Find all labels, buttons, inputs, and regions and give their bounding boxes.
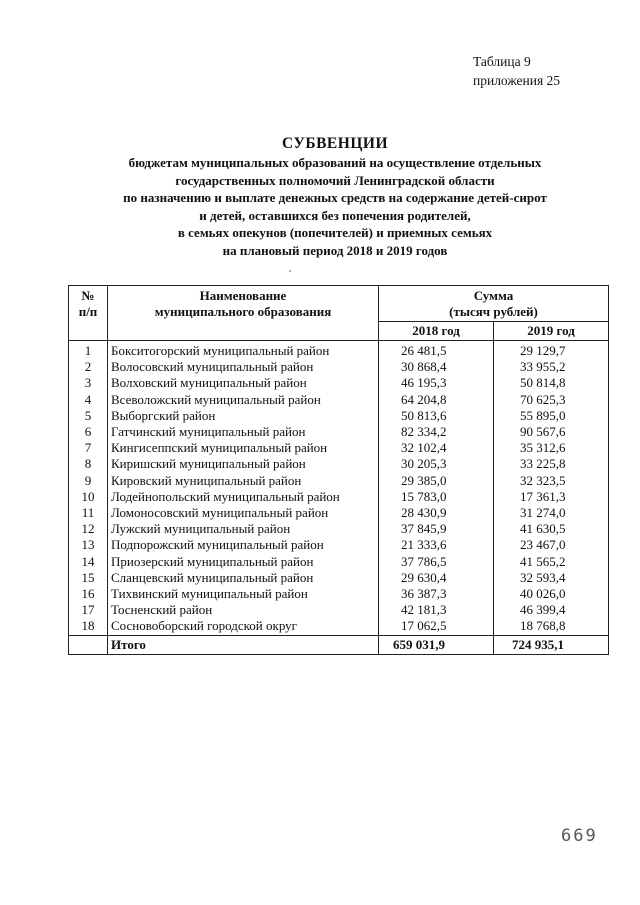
row-number: 11 bbox=[69, 505, 108, 521]
heading-line: и детей, оставшихся без попечения родителей, bbox=[199, 207, 471, 223]
row-value-2018: 64 204,8 bbox=[379, 392, 494, 408]
row-value-2019: 32 593,4 bbox=[494, 570, 609, 586]
row-number: 13 bbox=[69, 537, 108, 553]
row-value-2019: 40 026,0 bbox=[494, 586, 609, 602]
total-value-2018: 659 031,9 bbox=[379, 635, 494, 654]
table-row bbox=[69, 618, 609, 635]
row-name: Бокситогорский муниципальный район bbox=[108, 341, 379, 360]
row-number: 12 bbox=[69, 521, 108, 537]
row-value-2019: 18 768,8 bbox=[494, 618, 609, 635]
row-number: 2 bbox=[69, 359, 108, 375]
table-caption bbox=[473, 52, 560, 90]
header-number-symbol: № bbox=[81, 288, 95, 303]
table-row bbox=[69, 570, 609, 586]
table-row bbox=[69, 537, 609, 553]
row-value-2019: 32 323,5 bbox=[494, 473, 609, 489]
table-row bbox=[69, 359, 609, 375]
header-name-line1: Наименование bbox=[199, 288, 287, 303]
row-value-2019: 17 361,3 bbox=[494, 489, 609, 505]
header-number bbox=[69, 286, 108, 341]
row-name: Гатчинский муниципальный район bbox=[108, 424, 379, 440]
row-value-2018: 32 102,4 bbox=[379, 440, 494, 456]
row-value-2018: 28 430,9 bbox=[379, 505, 494, 521]
caption-table-number: Таблица 9 bbox=[473, 54, 531, 69]
row-name: Кировский муниципальный район bbox=[108, 473, 379, 489]
row-value-2018: 21 333,6 bbox=[379, 537, 494, 553]
row-value-2018: 36 387,3 bbox=[379, 586, 494, 602]
row-name: Волосовский муниципальный район bbox=[108, 359, 379, 375]
heading-line: на плановый период 2018 и 2019 годов bbox=[222, 242, 448, 258]
row-value-2018: 37 845,9 bbox=[379, 521, 494, 537]
row-value-2019: 46 399,4 bbox=[494, 602, 609, 618]
row-value-2018: 42 181,3 bbox=[379, 602, 494, 618]
header-sum bbox=[379, 286, 609, 322]
row-name: Приозерский муниципальный район bbox=[108, 554, 379, 570]
row-number: 16 bbox=[69, 586, 108, 602]
row-number: 7 bbox=[69, 440, 108, 456]
row-name: Кингисеппский муниципальный район bbox=[108, 440, 379, 456]
table-row bbox=[69, 456, 609, 472]
row-name: Тосненский район bbox=[108, 602, 379, 618]
table-row bbox=[69, 440, 609, 456]
row-value-2019: 31 274,0 bbox=[494, 505, 609, 521]
total-value-2019: 724 935,1 bbox=[494, 635, 609, 654]
row-value-2019: 41 565,2 bbox=[494, 554, 609, 570]
row-name: Всеволожский муниципальный район bbox=[108, 392, 379, 408]
row-value-2018: 46 195,3 bbox=[379, 375, 494, 391]
table-row bbox=[69, 408, 609, 424]
table-row bbox=[69, 521, 609, 537]
row-value-2019: 41 630,5 bbox=[494, 521, 609, 537]
header-year-2019: 2019 год bbox=[494, 322, 609, 341]
table-row bbox=[69, 424, 609, 440]
header-name bbox=[108, 286, 379, 341]
row-name: Волховский муниципальный район bbox=[108, 375, 379, 391]
row-value-2018: 30 205,3 bbox=[379, 456, 494, 472]
row-name: Выборгский район bbox=[108, 408, 379, 424]
row-value-2019: 90 567,6 bbox=[494, 424, 609, 440]
table-row bbox=[69, 392, 609, 408]
table-row bbox=[69, 505, 609, 521]
header-number-label: п/п bbox=[78, 304, 98, 319]
subvention-table bbox=[68, 285, 609, 655]
table-row bbox=[69, 375, 609, 391]
header-sum-line2: (тысяч рублей) bbox=[449, 304, 538, 319]
table-total-row bbox=[69, 635, 609, 654]
page-number: 669 bbox=[561, 826, 598, 846]
row-number: 14 bbox=[69, 554, 108, 570]
heading-line: бюджетам муниципальных образований на осуществление отдельных bbox=[128, 155, 542, 170]
row-number: 4 bbox=[69, 392, 108, 408]
row-value-2018: 17 062,5 bbox=[379, 618, 494, 635]
row-value-2018: 30 868,4 bbox=[379, 359, 494, 375]
scan-speck bbox=[289, 270, 291, 272]
row-number: 5 bbox=[69, 408, 108, 424]
row-value-2018: 29 630,4 bbox=[379, 570, 494, 586]
document-heading bbox=[60, 134, 610, 259]
row-name: Сосновоборский городской округ bbox=[108, 618, 379, 635]
row-name: Тихвинский муниципальный район bbox=[108, 586, 379, 602]
heading-line: государственных полномочий Ленинградской области bbox=[175, 172, 495, 188]
heading-line: по назначению и выплате денежных средств на содержание детей-сирот bbox=[123, 190, 547, 205]
table-row bbox=[69, 489, 609, 505]
table-row bbox=[69, 586, 609, 602]
row-value-2018: 15 783,0 bbox=[379, 489, 494, 505]
header-name-line2: муниципального образования bbox=[154, 304, 332, 319]
row-number: 18 bbox=[69, 618, 108, 635]
header-year-2018: 2018 год bbox=[379, 322, 494, 341]
row-number: 15 bbox=[69, 570, 108, 586]
row-name: Лужский муниципальный район bbox=[108, 521, 379, 537]
table-header-row bbox=[69, 286, 609, 322]
row-value-2019: 35 312,6 bbox=[494, 440, 609, 456]
row-number: 6 bbox=[69, 424, 108, 440]
table-row bbox=[69, 554, 609, 570]
total-number-cell bbox=[69, 635, 108, 654]
row-value-2019: 23 467,0 bbox=[494, 537, 609, 553]
row-name: Ломоносовский муниципальный район bbox=[108, 505, 379, 521]
row-number: 17 bbox=[69, 602, 108, 618]
caption-appendix-number: приложения 25 bbox=[473, 73, 561, 88]
total-label: Итого bbox=[108, 635, 379, 654]
row-name: Подпорожский муниципальный район bbox=[108, 537, 379, 553]
row-value-2019: 33 225,8 bbox=[494, 456, 609, 472]
row-number: 10 bbox=[69, 489, 108, 505]
row-value-2018: 26 481,5 bbox=[379, 341, 494, 360]
row-value-2019: 55 895,0 bbox=[494, 408, 609, 424]
header-sum-line1: Сумма bbox=[473, 288, 514, 303]
row-value-2018: 50 813,6 bbox=[379, 408, 494, 424]
row-number: 3 bbox=[69, 375, 108, 391]
row-value-2019: 70 625,3 bbox=[494, 392, 609, 408]
row-name: Киришский муниципальный район bbox=[108, 456, 379, 472]
row-value-2018: 29 385,0 bbox=[379, 473, 494, 489]
row-value-2019: 50 814,8 bbox=[494, 375, 609, 391]
document-title: СУБВЕНЦИИ bbox=[281, 135, 388, 152]
row-number: 8 bbox=[69, 456, 108, 472]
table-row bbox=[69, 341, 609, 360]
heading-line: в семьях опекунов (попечителей) и приемных семьях bbox=[177, 225, 493, 240]
table-row bbox=[69, 473, 609, 489]
row-number: 1 bbox=[69, 341, 108, 360]
row-value-2018: 82 334,2 bbox=[379, 424, 494, 440]
table-row bbox=[69, 602, 609, 618]
row-number: 9 bbox=[69, 473, 108, 489]
row-value-2019: 33 955,2 bbox=[494, 359, 609, 375]
row-value-2018: 37 786,5 bbox=[379, 554, 494, 570]
row-name: Лодейнопольский муниципальный район bbox=[108, 489, 379, 505]
row-name: Сланцевский муниципальный район bbox=[108, 570, 379, 586]
row-value-2019: 29 129,7 bbox=[494, 341, 609, 360]
